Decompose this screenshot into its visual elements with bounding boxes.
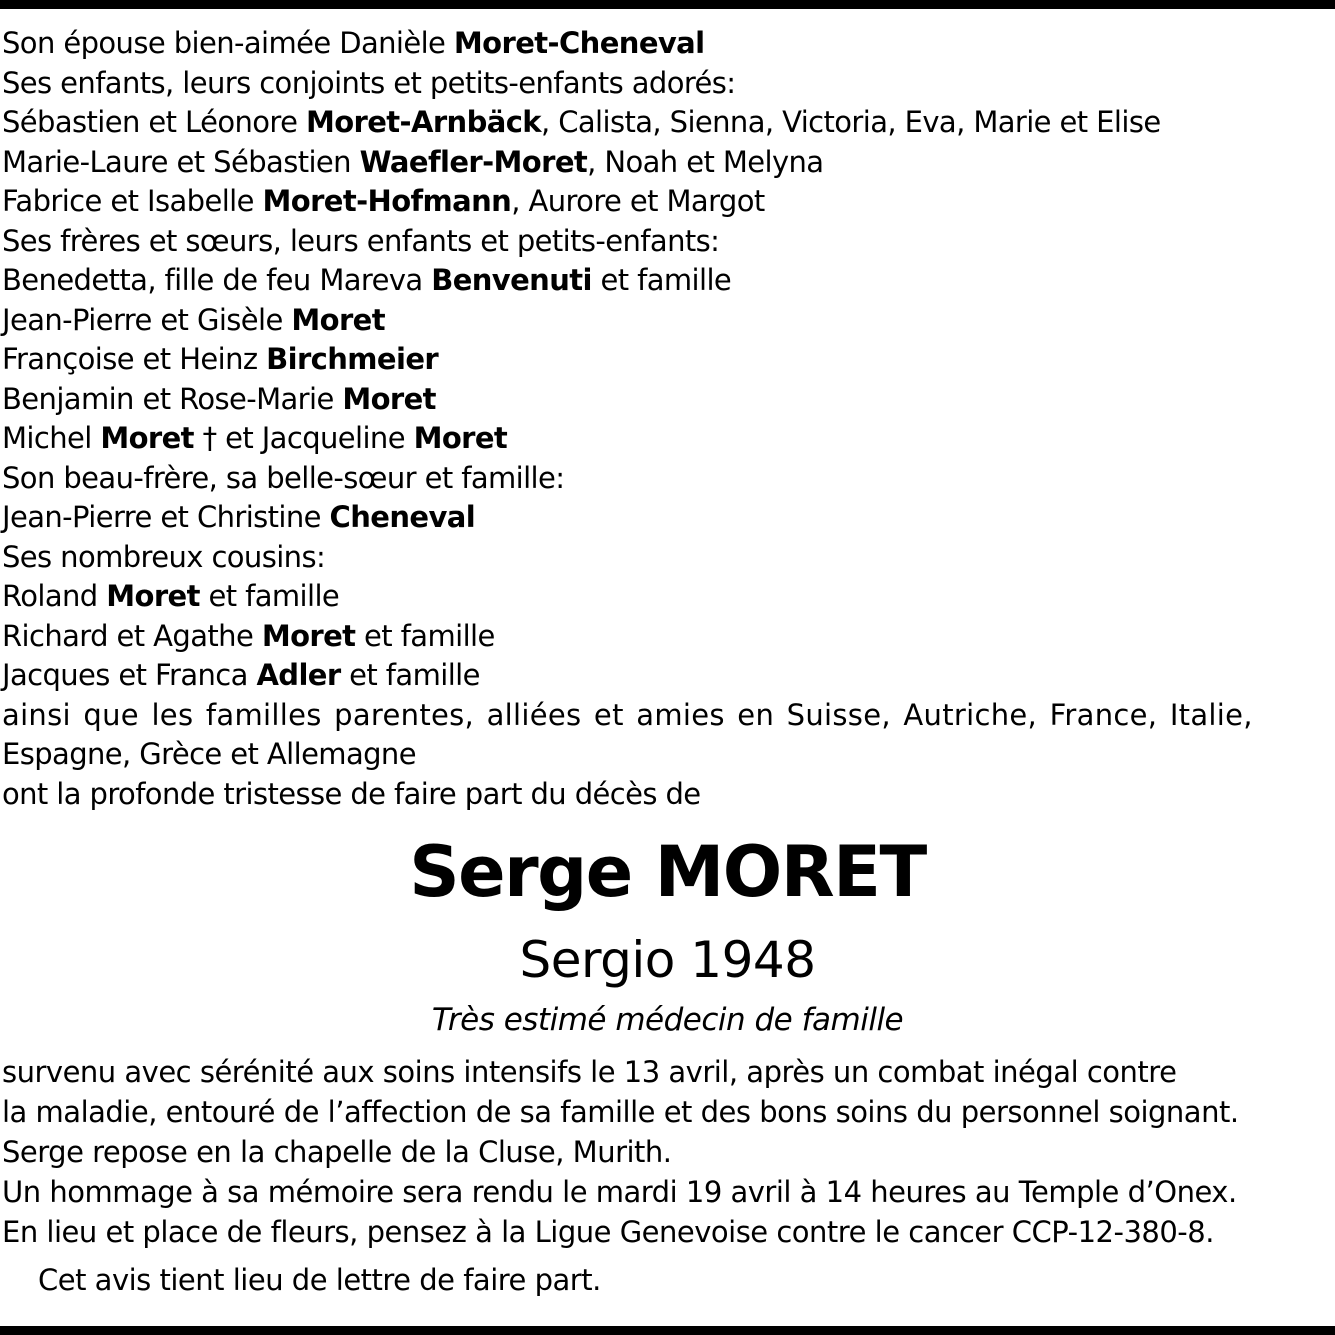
top-border-rule (0, 0, 1335, 9)
extended-family-line: Espagne, Grèce et Allemagne (2, 737, 416, 771)
family-surname: Moret (413, 421, 508, 455)
family-group-heading: Ses nombreux cousins: (2, 539, 326, 574)
family-line: Roland Moret et famille (2, 579, 340, 613)
family-surname: Moret-Cheneval (453, 26, 705, 60)
family-surname: Moret (342, 381, 436, 416)
family-group-heading: Ses frères et sœurs, leurs enfants et petits-enfants: (2, 223, 720, 258)
family-line: Fabrice et Isabelle Moret-Hofmann, Aurore et Margot (2, 184, 765, 218)
family-line: Marie-Laure et Sébastien Waefler-Moret, Noah et Melyna (2, 144, 824, 179)
family-line: Jean-Pierre et Gisèle Moret (2, 302, 385, 337)
family-surname: Adler (256, 658, 341, 692)
family-surname: Moret (291, 302, 385, 337)
family-surname: Moret (106, 579, 200, 613)
family-line: Françoise et Heinz Birchmeier (2, 342, 439, 376)
detail-line: survenu avec sérénité aux soins intensifs le 13 avril, après un combat inégal contre (2, 1055, 1177, 1089)
detail-line: En lieu et place de fleurs, pensez à la Ligue Genevoise contre le cancer CCP-12-380-8. (2, 1215, 1214, 1249)
detail-line: Serge repose en la chapelle de la Cluse, Murith. (2, 1135, 672, 1169)
family-surname: Moret-Arnbäck (305, 105, 541, 139)
family-line: Benedetta, fille de feu Mareva Benvenuti et famille (2, 263, 732, 297)
deceased-alias-year: Sergio 1948 (519, 931, 816, 989)
family-line: Sébastien et Léonore Moret-Arnbäck, Calista, Sienna, Victoria, Eva, Marie et Elise (2, 105, 1161, 139)
family-surname: Cheneval (329, 500, 476, 534)
family-line: Benjamin et Rose-Marie Moret (2, 381, 436, 416)
family-line: Jacques et Franca Adler et famille (2, 658, 480, 692)
family-line: Richard et Agathe Moret et famille (2, 618, 495, 653)
family-surname: Moret-Hofmann (262, 184, 512, 218)
announcement-details (2, 1052, 1335, 1252)
family-surname: Birchmeier (266, 342, 439, 376)
deceased-name: Serge MORET (409, 831, 926, 913)
detail-line: Un hommage à sa mémoire sera rendu le mardi 19 avril à 14 heures au Temple d’Onex. (2, 1175, 1237, 1209)
extended-family-line: ainsi que les familles parentes, alliées et amies en Suisse, Autriche, France, Italie, (2, 697, 1253, 732)
family-line: Michel Moret † et Jacqueline Moret (2, 421, 508, 455)
family-surname: Waefler-Moret (359, 144, 588, 179)
closing-note: Cet avis tient lieu de lettre de faire part. (38, 1263, 601, 1297)
family-group-heading: Ses enfants, leurs conjoints et petits-enfants adorés: (2, 65, 736, 100)
family-list (2, 24, 1335, 814)
family-surname: Moret (261, 618, 356, 653)
family-group-heading: Son beau-frère, sa belle-sœur et famille: (2, 460, 565, 495)
family-line: Son épouse bien-aimée Danièle Moret-Cheneval (2, 26, 705, 60)
deceased-profession: Très estimé médecin de famille (431, 1002, 904, 1038)
family-surname: Benvenuti (431, 263, 592, 297)
family-line: Jean-Pierre et Christine Cheneval (2, 500, 476, 534)
announcement-intro: ont la profonde tristesse de faire part du décès de (2, 776, 701, 811)
detail-line: la maladie, entouré de l’affection de sa famille et des bons soins du personnel soignant. (2, 1095, 1239, 1129)
family-surname: Moret (100, 421, 194, 455)
bottom-border-rule (0, 1326, 1335, 1335)
